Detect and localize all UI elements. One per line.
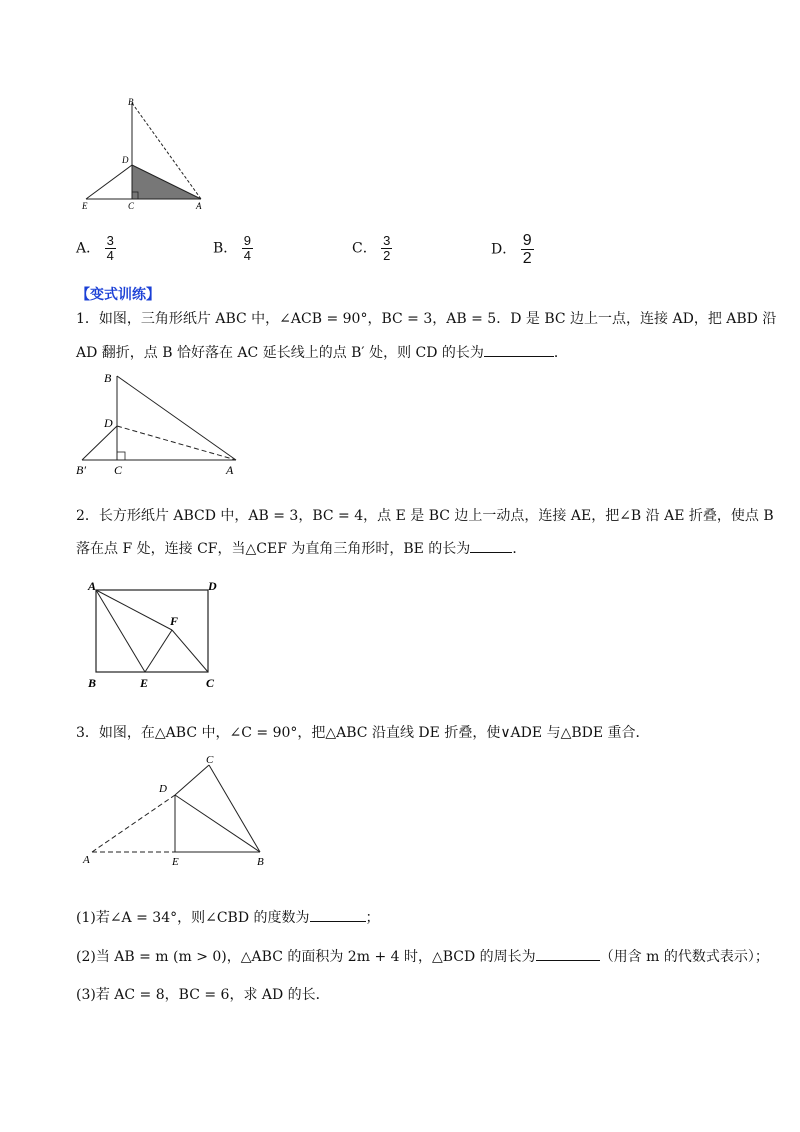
option-b-fraction: $\frac{9}{4}$ xyxy=(243,233,251,263)
q2-line1: 2．长方形纸片 ABCD 中，AB = 3，BC = 4，点 E 是 BC 边上一动点，连接 AE，把∠B 沿 AE 折叠，使点 B xyxy=(76,508,774,524)
label-e: E xyxy=(82,201,88,211)
option-d-fraction: $\frac{9}{2}$ xyxy=(522,232,532,267)
label-c: C xyxy=(114,463,123,477)
q1-answer-blank[interactable] xyxy=(484,342,554,357)
label-b: B xyxy=(88,676,97,690)
figure-q2-rectangle xyxy=(80,575,230,695)
label-c: C xyxy=(206,755,214,766)
option-d-letter: D． xyxy=(491,241,517,258)
option-b[interactable] xyxy=(213,234,253,263)
label-c: C xyxy=(206,676,215,690)
q3-part3: (3)若 AC = 8，BC = 6，求 AD 的长． xyxy=(76,987,330,1003)
q3-part1: (1)若∠A = 34°，则∠CBD 的度数为 ； xyxy=(76,907,380,928)
q3-part2: (2)当 AB = m (m > 0)，△ABC 的面积为 2m + 4 时，△BCD 的周长为 （用含 m 的代数式表示）； xyxy=(76,946,769,967)
label-d: D xyxy=(159,783,167,795)
q1-line2-text: AD 翻折，点 B 恰好落在 AC 延长线上的点 B′ 处，则 CD 的长为 xyxy=(76,345,484,361)
label-f: F xyxy=(170,614,179,628)
q2-line2-text: 落在点 F 处，连接 CF，当△CEF 为直角三角形时，BE 的长为 xyxy=(76,541,471,557)
label-e: E xyxy=(172,856,179,868)
label-d: D xyxy=(208,579,217,593)
label-d: D xyxy=(122,155,129,165)
label-a: A xyxy=(226,463,234,477)
q2-answer-blank[interactable] xyxy=(470,538,512,553)
label-b-prime: B′ xyxy=(76,463,86,477)
option-c[interactable] xyxy=(352,234,392,263)
figure-q1-triangle xyxy=(70,370,250,478)
label-a: A xyxy=(88,579,97,593)
option-a-letter: A． xyxy=(76,240,101,257)
option-c-fraction: $\frac{3}{2}$ xyxy=(383,233,391,263)
section-title: 【变式训练】 xyxy=(76,287,160,303)
option-a-fraction: $\frac{3}{4}$ xyxy=(106,233,114,263)
label-a: A xyxy=(196,201,202,211)
q3-line1: 3．如图，在△ABC 中，∠C = 90°，把△ABC 沿直线 DE 折叠，使∨ADE 与△BDE 重合． xyxy=(76,725,650,741)
label-c: C xyxy=(128,201,135,211)
option-c-letter: C． xyxy=(352,240,377,257)
option-b-letter: B． xyxy=(213,240,238,257)
q1-line1: 1．如图，三角形纸片 ABC 中，∠ACB = 90°，BC = 3，AB = 5．D 是 BC 边上一点，连接 AD，把 ABD 沿 xyxy=(76,311,777,327)
label-e: E xyxy=(140,676,149,690)
label-b: B xyxy=(104,371,112,385)
label-b: B xyxy=(128,97,134,107)
q3-part1-blank[interactable] xyxy=(310,907,366,922)
q3-part2-text: (2)当 AB = m (m > 0)，△ABC 的面积为 2m + 4 时，△BCD 的周长为 xyxy=(76,949,536,965)
figure-triangle-abc-folded xyxy=(80,95,210,213)
label-a: A xyxy=(83,854,90,866)
option-a[interactable] xyxy=(76,234,116,263)
q1-line2: AD 翻折，点 B 恰好落在 AC 延长线上的点 B′ 处，则 CD 的长为 ． xyxy=(76,342,568,363)
q3-part1-text: (1)若∠A = 34°，则∠CBD 的度数为 xyxy=(76,910,310,926)
q2-line2: 落在点 F 处，连接 CF，当△CEF 为直角三角形时，BE 的长为 ． xyxy=(76,538,526,559)
label-d: D xyxy=(104,416,113,430)
label-b: B xyxy=(257,856,264,868)
q3-part2-blank[interactable] xyxy=(536,946,600,961)
figure-q3-triangle xyxy=(80,755,280,870)
option-d[interactable] xyxy=(491,232,534,267)
